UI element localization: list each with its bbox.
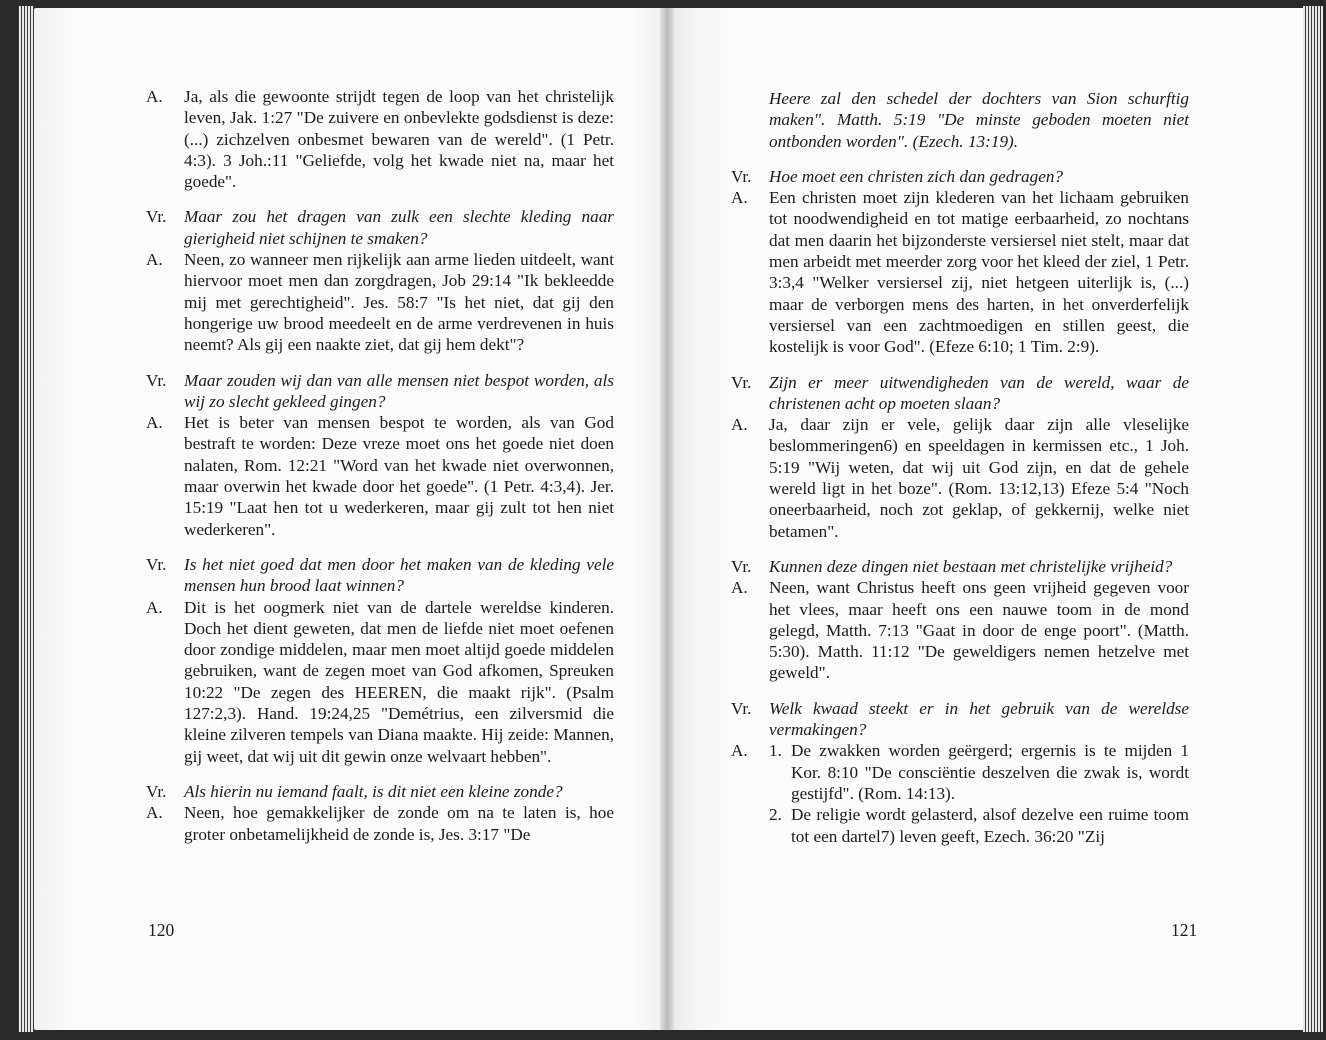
- right-text-column: [731, 88, 1189, 847]
- answer-block: [146, 802, 614, 845]
- question-block: [146, 554, 614, 597]
- item-text: De religie wordt gelasterd, alsof dezelve een ruime toom tot een dartel7) leven geeft, Ezech. 36:20 "Zij: [791, 805, 1189, 846]
- entry-text: Welk kwaad steekt er in het gebruik van de wereldse vermakingen?: [769, 698, 1189, 740]
- question-block: [146, 206, 614, 249]
- numbered-answer: [769, 740, 1189, 846]
- answer-block: [731, 187, 1189, 357]
- entry-text: Een christen moet zijn klederen van het lichaam gebruiken tot noodwendigheid en tot matige eerbaarheid, zo nochtans dat men daarin het bijzonderste versiersel niet stelt, maar dat men arbeidt met meerder zorg voor het kleed der ziel, 1 Petr. 3:3,4 "Welker versiersel zij, niet hetgeen uiterlijk is, (...) maar de verborgen mens des harten, in het onverderfelijk versiersel van een zachtmoedigen en stillen geest, die kostelijk is voor God". (Efeze 6:10; 1 Tim. 2:9).: [769, 188, 1189, 357]
- question-block: [731, 698, 1189, 741]
- entry-label: A.: [731, 415, 748, 435]
- question-block: [146, 370, 614, 413]
- answer-block: [146, 86, 614, 192]
- book-gutter: [660, 8, 674, 1030]
- page-edges-left: [18, 6, 34, 1032]
- question-block: [731, 166, 1189, 187]
- entry-label: Vr.: [731, 372, 752, 392]
- page-edges-right: [1303, 6, 1323, 1032]
- item-number: 2.: [769, 805, 782, 825]
- entry-label: A.: [731, 741, 748, 761]
- entry-text: Kunnen deze dingen niet bestaan met christelijke vrijheid?: [769, 556, 1173, 576]
- entry-label: A.: [146, 413, 163, 433]
- question-block: [146, 781, 614, 802]
- entry-text: Hoe moet een christen zich dan gedragen?: [769, 166, 1064, 186]
- entry-text: Neen, zo wanneer men rijkelijk aan arme lieden uitdeelt, want hiervoor moet men dan zorgdragen, Job 29:14 "Ik bekleedde mij met gerechtigheid". Jes. 58:7 "Is het niet, dat gij den hongerige uw brood meedeelt en de arme verdrevenen in huis neemt? Als gij een naakte ziet, dat gij hem dekt"?: [184, 250, 614, 355]
- continuation-text: Heere zal den schedel der dochters van Sion schurftig maken". Matth. 5:19 "De minste geboden moeten niet ontbonden worden". (Ezech. 13:19).: [769, 89, 1189, 151]
- entry-label: Vr.: [731, 556, 752, 576]
- left-text-column: [146, 86, 614, 845]
- left-page: [34, 8, 667, 1030]
- entry-text: Als hierin nu iemand faalt, is dit niet een kleine zonde?: [184, 781, 563, 801]
- entry-label: Vr.: [146, 781, 167, 801]
- entry-label: A.: [146, 803, 163, 823]
- entry-label: Vr.: [146, 370, 167, 390]
- entry-text: Het is beter van mensen bespot te worden, als van God bestraft te worden: Deze vreze moet ons het goede niet doen nalaten, Rom. 12:21 "Word van het kwade niet overwonnen, maar overwin het kwade door het goede". (1 Petr. 4:3,4). Jer. 15:19 "Laat hen tot u wederkeren, maar gij zult tot hen niet wederkeren".: [184, 413, 614, 539]
- entry-label: Vr.: [146, 554, 167, 574]
- answer-block: [146, 249, 614, 355]
- page-number: 120: [148, 920, 175, 940]
- entry-text: Ja, als die gewoonte strijdt tegen de loop van het christelijk leven, Jak. 1:27 "De zuivere en onbevlekte godsdienst is deze: (...) zichzelven onbesmet bewaren van de wereld". (1 Petr. 4:3). 3 Joh.:11 "Geliefde, volg het kwade niet na, maar het goede".: [184, 87, 614, 192]
- answer-block: [731, 577, 1189, 683]
- item-number: 1.: [769, 741, 782, 761]
- entry-text: Is het niet goed dat men door het maken van de kleding vele mensen hun brood laat winnen?: [184, 554, 614, 596]
- question-block: [731, 372, 1189, 415]
- entry-label: A.: [146, 597, 163, 617]
- item-text: De zwakken worden geërgerd; ergernis is te mijden 1 Kor. 8:10 "De consciëntie deszelven die zwak is, wordt gestijfd". (Rom. 14:13).: [791, 741, 1189, 803]
- entry-text: Ja, daar zijn er vele, gelijk daar zijn alle vleselijke beslommeringen6) en speeldagen in kermissen etc., 1 Joh. 5:19 "Wij weten, dat wij uit God zijn, en dat de gehele wereld ligt in het boze". (Rom. 13:12,13) Efeze 5:4 "Noch oneerbaarheid, noch zot geklap, of gekkernij, welke niet betamen".: [769, 415, 1189, 541]
- question-block: [731, 556, 1189, 577]
- entry-label: Vr.: [731, 698, 752, 718]
- page-number: 121: [1171, 920, 1198, 940]
- entry-text: Neen, want Christus heeft ons geen vrijheid gegeven voor het vlees, maar heeft ons een nauwe toom in de mond gelegd, Matth. 7:13 "Gaat in door de enge poort". (Matth. 5:30). Matth. 11:12 "De geweldigers nemen hetzelve met geweld".: [769, 578, 1189, 683]
- answer-block: [146, 597, 614, 767]
- entry-text: Neen, hoe gemakkelijker de zonde om na te laten is, hoe groter onbetamelijkheid de zonde is, Jes. 3:17 "De: [184, 803, 614, 844]
- entry-label: Vr.: [731, 166, 752, 186]
- entry-text: Maar zouden wij dan van alle mensen niet bespot worden, als wij zo slecht gekleed gingen?: [184, 370, 614, 411]
- continuation-block: [731, 88, 1189, 152]
- answer-block: [146, 412, 614, 540]
- entry-label: A.: [731, 188, 748, 208]
- entry-label: Vr.: [146, 207, 167, 227]
- entry-text: Maar zou het dragen van zulk een slechte kleding naar gierigheid niet schijnen te smaken?: [184, 207, 614, 248]
- numbered-item: [769, 804, 1189, 847]
- entry-text: Dit is het oogmerk niet van de dartele wereldse kinderen. Doch het dient geweten, dat men de liefde niet moet oefenen door zondige middelen, maar men moet altijd goede middelen gebruiken, want de zegen moet van God afkomen, Spreuken 10:22 "De zegen des HEEREN, die maakt rijk". (Psalm 127:2,3). Hand. 19:24,25 "Demétrius, een zilversmid die kleine zilveren tempels van Diana maakte. Hij zeide: Mannen, gij weet, dat wij uit dit gewin onze welvaart hebben".: [184, 597, 614, 766]
- entry-label: A.: [146, 87, 163, 106]
- answer-block: [731, 740, 1189, 846]
- entry-text: Zijn er meer uitwendigheden van de wereld, waar de christenen acht op moeten slaan?: [769, 372, 1189, 413]
- entry-label: A.: [146, 250, 163, 270]
- answer-block: [731, 414, 1189, 542]
- entry-label: A.: [731, 578, 748, 598]
- right-page: [667, 8, 1303, 1030]
- numbered-item: [769, 740, 1189, 804]
